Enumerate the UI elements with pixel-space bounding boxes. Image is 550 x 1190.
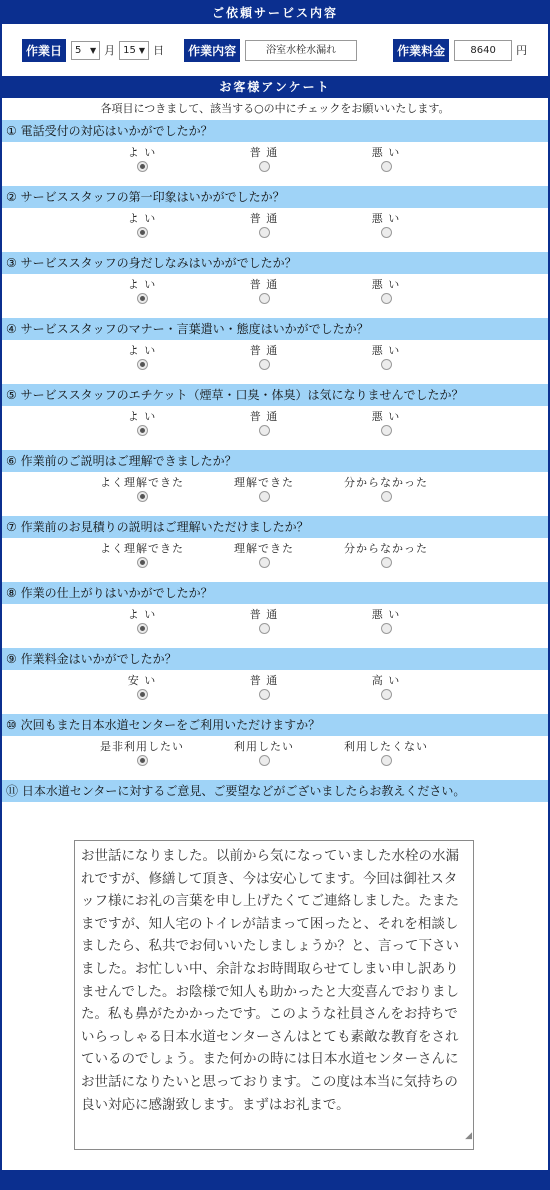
answer-option [82,736,202,769]
option-radio[interactable] [137,623,148,634]
fee-unit: 円 [516,44,528,57]
chevron-down-icon: ▼ [138,45,146,55]
option-radio[interactable] [137,689,148,700]
question-text: ⑥ 作業前のご説明はご理解できましたか？ [2,450,548,472]
question-10 [2,714,548,780]
option-radio[interactable] [381,491,392,502]
question-text: ② サービススタッフの第一印象はいかがでしたか？ [2,186,548,208]
answer-option [82,538,202,571]
option-radio[interactable] [137,557,148,568]
answer-option [326,538,446,571]
option-label: 分からなかった [344,476,428,489]
answer-options [2,736,548,780]
survey-section-title: お客様アンケート [2,76,548,98]
month-select[interactable] [71,41,100,60]
option-label: 理解できた [234,476,294,489]
answer-option [326,472,446,505]
option-label: 悪 い [371,278,401,291]
option-label: 高 い [371,674,401,687]
day-select[interactable] [119,41,149,60]
question-4 [2,318,548,384]
question-text: ③ サービススタッフの身だしなみはいかがでしたか？ [2,252,548,274]
answer-option [204,670,324,703]
answer-option [326,340,446,373]
month-value: 5 [75,44,82,56]
option-radio[interactable] [381,425,392,436]
option-radio[interactable] [137,161,148,172]
question-text: ⑩ 次回もまた日本水道センターをご利用いただけますか？ [2,714,548,736]
option-radio[interactable] [381,293,392,304]
option-radio[interactable] [259,623,270,634]
answer-options [2,604,548,648]
answer-options [2,538,548,582]
option-label: よ い [127,344,157,357]
question-7 [2,516,548,582]
answer-option [326,274,446,307]
option-label: 普 通 [249,410,279,423]
option-radio[interactable] [259,755,270,766]
question-list [2,120,548,780]
answer-option [82,274,202,307]
answer-options [2,142,548,186]
option-label: 利用したい [234,740,294,753]
answer-option [82,406,202,439]
answer-option [204,142,324,175]
answer-option [82,208,202,241]
option-label: 普 通 [249,608,279,621]
fee-field[interactable]: 8640 [454,40,512,61]
option-radio[interactable] [137,425,148,436]
option-radio[interactable] [137,491,148,502]
answer-option [326,670,446,703]
question-9 [2,648,548,714]
option-label: 理解できた [234,542,294,555]
question-2 [2,186,548,252]
option-label: 悪 い [371,344,401,357]
option-label: よ い [127,146,157,159]
option-label: よ い [127,278,157,291]
question-1 [2,120,548,186]
answer-option [204,274,324,307]
answer-option [326,142,446,175]
option-label: 普 通 [249,146,279,159]
option-radio[interactable] [259,293,270,304]
option-radio[interactable] [381,227,392,238]
option-label: よく理解できた [100,542,184,555]
answer-option [204,406,324,439]
option-label: 普 通 [249,674,279,687]
option-label: よく理解できた [100,476,184,489]
option-label: よ い [127,608,157,621]
option-label: 普 通 [249,278,279,291]
service-info-row [2,24,548,76]
answer-option [82,472,202,505]
option-radio[interactable] [381,161,392,172]
answer-option [204,208,324,241]
option-radio[interactable] [259,491,270,502]
answer-option [82,142,202,175]
question-6 [2,450,548,516]
answer-option [204,736,324,769]
work-content-field[interactable]: 浴室水栓水漏れ [245,40,357,61]
fee-label: 作業料金 [393,39,449,62]
answer-options [2,670,548,714]
comment-text: お世話になりました。以前から気になっていました水栓の水漏れですが、修繕して頂き、今は安心してます。今回は御社スタッフ様にお礼の言葉を申し上げたくてご連絡しました。たまたまですが、知人宅のトイレが詰まって困ったと、それを相談しましたら、私共でお伺いいたしましょうか？と、言って下さいました。お忙しい中、余計なお時間取らせてしまい申し訳ありませんでした。お陰様で知人も助かったと大変喜んでおりました。私も鼻がたかかったです。このような社員さんをお持ちでいらっしゃる日本水道センターさんはとても素敵な教育をされているのでしょう。また何かの時には日本水道センターさんにお世話になりたいと思っております。この度は本当に気持ちの良い対応に感謝致します。まずはお礼まで。 [81,848,459,1113]
answer-option [326,736,446,769]
question-11-text: ⑪ 日本水道センターに対するご意見、ご要望などがございましたらお教えください。 [2,780,548,802]
answer-options [2,340,548,384]
option-label: よ い [127,410,157,423]
comment-textarea[interactable] [74,840,474,1150]
option-label: 普 通 [249,212,279,225]
service-section-title: ご依頼サービス内容 [2,2,548,24]
option-radio[interactable] [381,557,392,568]
chevron-down-icon: ▼ [90,45,97,55]
option-label: 悪 い [371,212,401,225]
option-radio[interactable] [259,557,270,568]
answer-options [2,208,548,252]
option-label: 悪 い [371,146,401,159]
option-radio[interactable] [137,359,148,370]
month-unit: 月 [104,44,116,57]
question-text: ① 電話受付の対応はいかがでしたか？ [2,120,548,142]
option-radio[interactable] [259,425,270,436]
option-radio[interactable] [259,227,270,238]
option-label: よ い [127,212,157,225]
question-text: ⑦ 作業前のお見積りの説明はご理解いただけましたか？ [2,516,548,538]
option-radio[interactable] [137,293,148,304]
option-label: 分からなかった [344,542,428,555]
answer-option [204,538,324,571]
question-5 [2,384,548,450]
answer-option [204,604,324,637]
answer-option [326,406,446,439]
option-label: 利用したくない [344,740,428,753]
answer-option [82,340,202,373]
question-text: ④ サービススタッフのマナー・言葉遣い・態度はいかがでしたか？ [2,318,548,340]
option-label: 悪 い [371,608,401,621]
answer-option [82,604,202,637]
option-radio[interactable] [259,161,270,172]
answer-options [2,274,548,318]
option-radio[interactable] [137,755,148,766]
option-label: 悪 い [371,410,401,423]
answer-option [326,604,446,637]
work-label: 作業内容 [184,39,240,62]
question-3 [2,252,548,318]
footer-bar [2,1170,548,1188]
question-text: ⑤ サービススタッフのエチケット（煙草・口臭・体臭）は気になりませんでしたか？ [2,384,548,406]
option-label: 安 い [127,674,157,687]
answer-option [326,208,446,241]
date-label: 作業日 [22,39,66,62]
answer-options [2,472,548,516]
answer-option [204,340,324,373]
option-radio[interactable] [137,227,148,238]
option-label: 是非利用したい [100,740,184,753]
answer-options [2,406,548,450]
option-radio[interactable] [381,359,392,370]
answer-option [82,670,202,703]
option-label: 普 通 [249,344,279,357]
survey-intro: 各項目につきまして、該当する○の中にチェックをお願いいたします。 [100,102,450,115]
option-radio[interactable] [259,359,270,370]
option-radio[interactable] [381,689,392,700]
day-unit: 日 [153,44,165,57]
resize-handle-icon[interactable]: ◢ [465,1131,472,1142]
question-8 [2,582,548,648]
option-radio[interactable] [259,689,270,700]
option-radio[interactable] [381,755,392,766]
question-text: ⑧ 作業の仕上がりはいかがでしたか？ [2,582,548,604]
question-11 [2,780,548,802]
question-text: ⑨ 作業料金はいかがでしたか？ [2,648,548,670]
option-radio[interactable] [381,623,392,634]
day-value: 15 [123,44,136,56]
answer-option [204,472,324,505]
